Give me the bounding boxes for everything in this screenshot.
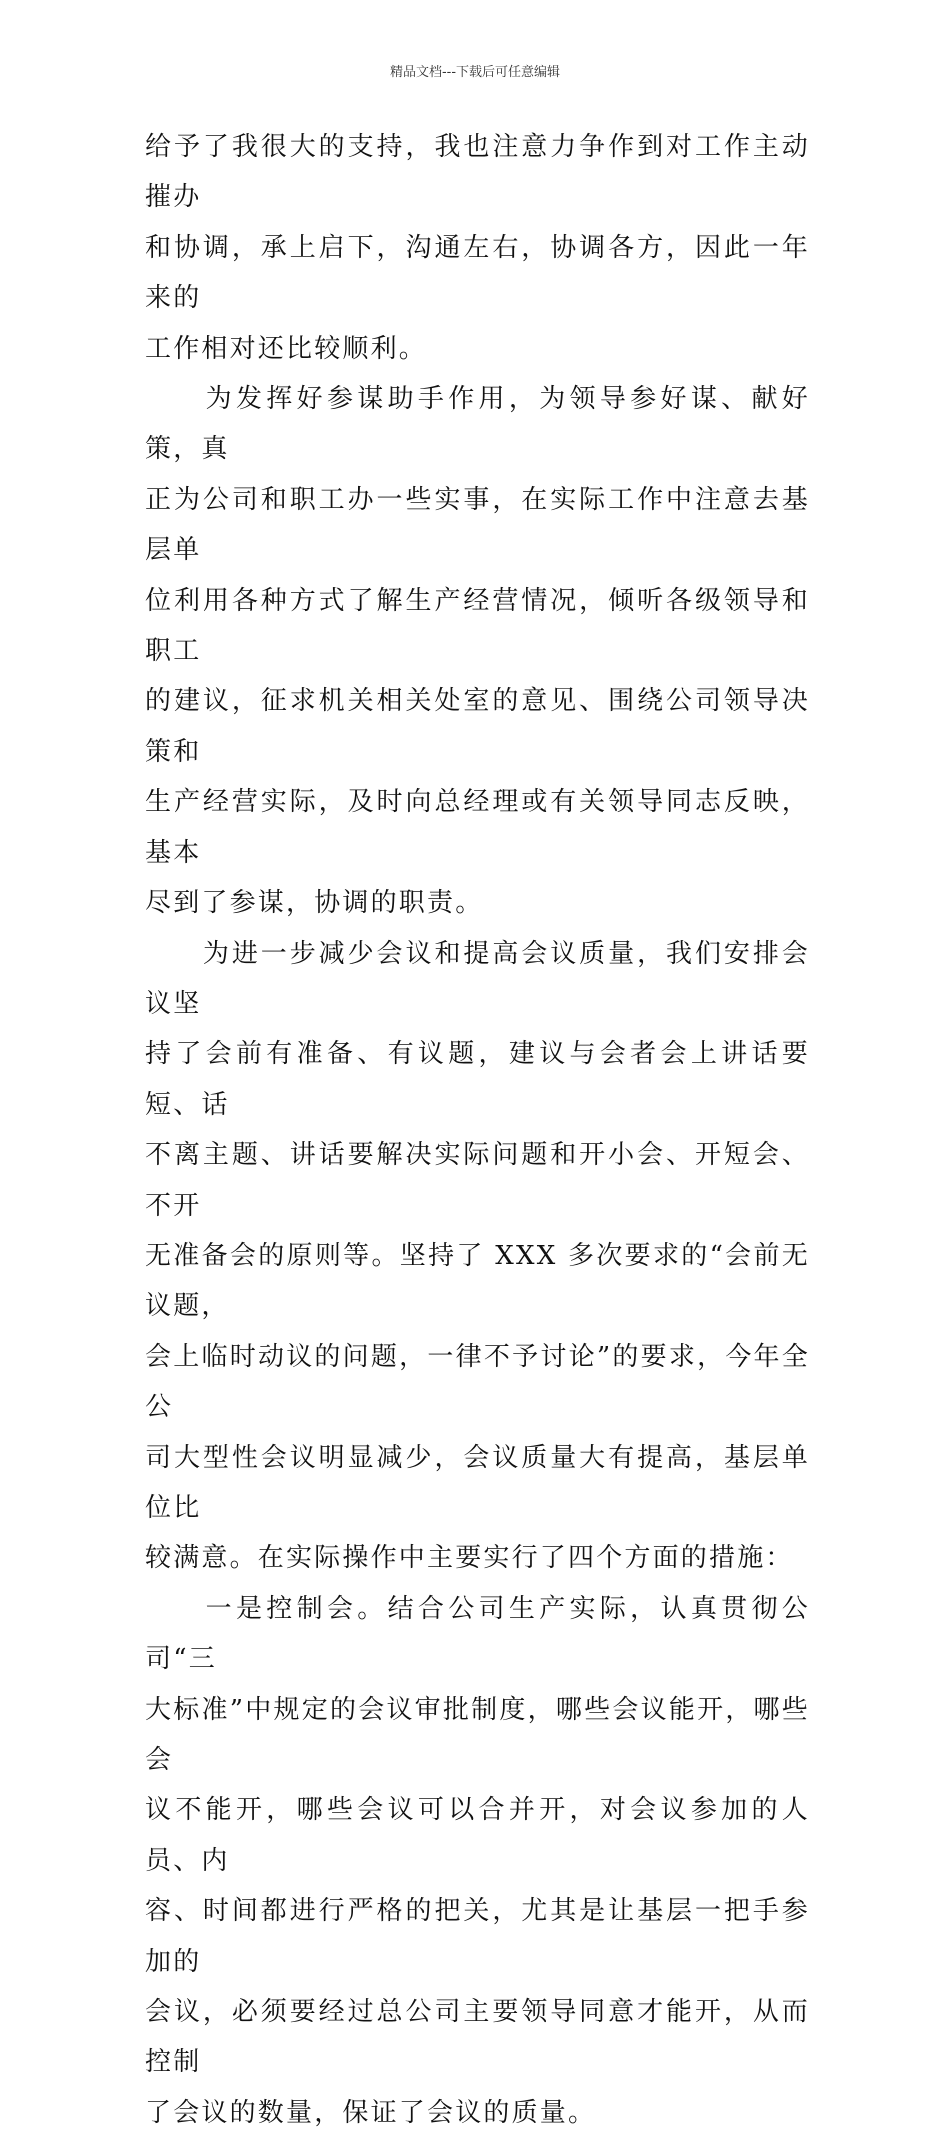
paragraph-control-meetings: 一是控制会。结合公司生产实际，认真贯彻公司“三 大标准”中规定的会议审批制度，哪些会议能开，哪些会 议不能开，哪些会议可以合并开，对会议参加的人员、内 容、时间都进行严格的把关，尤其是让基层一把手参加的 会议，必须要经过总公司主要领导同意才能开，从而控制 了会议的数量，保证了会议的质量。: [145, 1593, 810, 2128]
document-body: [145, 122, 810, 2138]
paragraph-advisory-role: 为发挥好参谋助手作用，为领导参好谋、献好策，真 正为公司和职工办一些实事，在实际工作中注意去基层单 位利用各种方式了解生产经营情况，倾听各级领导和职工 的建议，征求机关相关处室的意见、围绕公司领导决策和 生产经营实际，及时向总经理或有关领导同志反映，基本 尽到了参谋，协调的职责。: [145, 384, 810, 919]
paragraph-meeting-quality: 为进一步减少会议和提高会议质量，我们安排会议坚 持了会前有准备、有议题，建议与会者会上讲话要短、话 不离主题、讲话要解决实际问题和开小会、开短会、不开 无准备会的原则等。坚持了 XXX 多次要求的“会前无议题， 会上临时动议的问题，一律不予讨论”的要求，今年全公 司大型性会议明显减少，会议质量大有提高，基层单位比 较满意。在实际操作中主要实行了四个方面的措施：: [145, 938, 810, 1574]
paragraph-support-coordination: 给予了我很大的支持，我也注意力争作到对工作主动摧办 和协调，承上启下，沟通左右，协调各方，因此一年来的 工作相对还比较顺利。: [145, 132, 810, 364]
page-header: 精品文档---下载后可任意编辑: [389, 65, 561, 80]
